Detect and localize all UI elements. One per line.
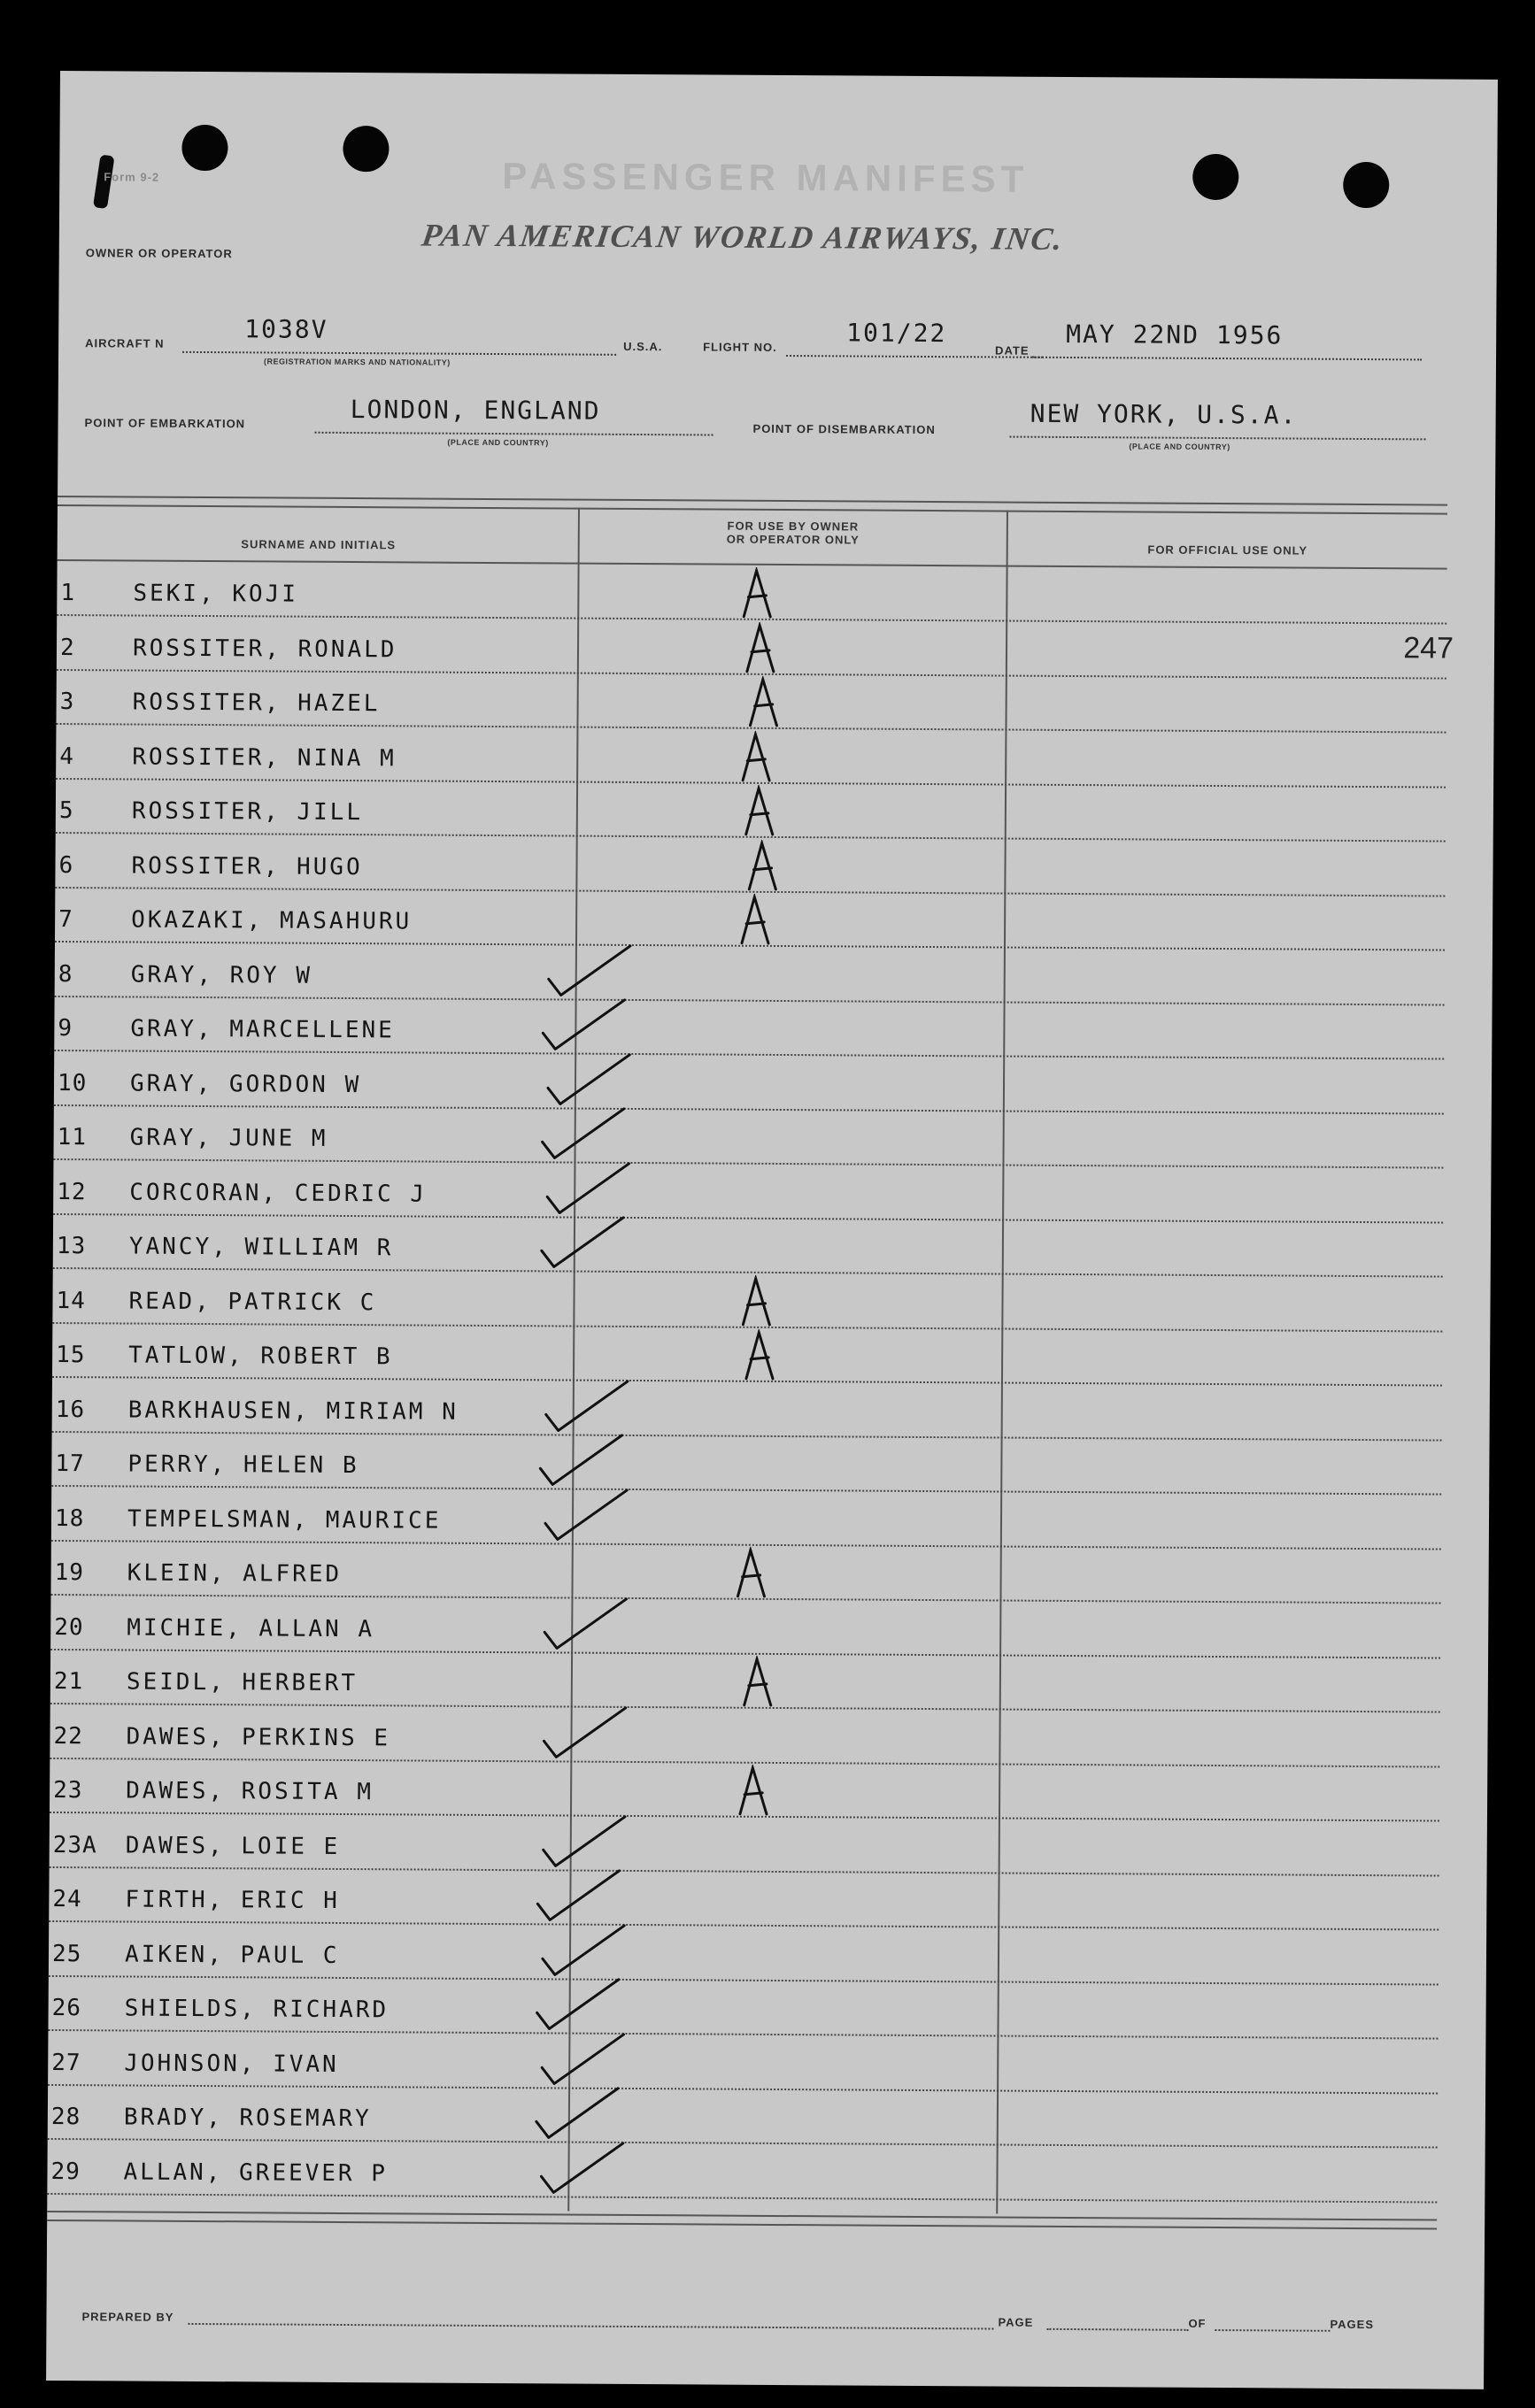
passenger-table <box>47 496 1454 2248</box>
table-row <box>52 1268 1442 1331</box>
form-title: PASSENGER MANIFEST <box>502 155 1030 200</box>
passenger-name: SHIELDS, RICHARD <box>124 1995 390 2024</box>
table-row <box>49 1867 1439 1930</box>
row-number: 2 <box>59 634 75 661</box>
aircraft-label: AIRCRAFT N <box>85 336 165 350</box>
passenger-name: YANCY, WILLIAM R <box>128 1233 394 1262</box>
embark-place-note: (PLACE AND COUNTRY) <box>447 437 549 448</box>
embark-value: LONDON, ENGLAND <box>350 395 601 426</box>
handwritten-check-mark <box>540 1700 637 1766</box>
row-number: 28 <box>50 2103 81 2131</box>
row-number: 23A <box>52 1831 97 1858</box>
pages-label: PAGES <box>1330 2317 1375 2332</box>
table-row <box>54 1050 1444 1113</box>
date-label: DATE <box>995 343 1030 358</box>
passenger-name: OKAZAKI, MASAHURU <box>131 906 413 935</box>
table-row <box>53 1105 1443 1168</box>
page-underline <box>1046 2328 1188 2331</box>
row-number: 8 <box>58 960 73 988</box>
row-number: 27 <box>51 2049 81 2076</box>
handwritten-a-mark <box>735 1765 774 1819</box>
passenger-name: DAWES, LOIE E <box>125 1831 341 1860</box>
row-number: 25 <box>51 1940 82 1967</box>
passenger-name: TEMPELSMAN, MAURICE <box>127 1504 442 1535</box>
table-row <box>50 1758 1439 1821</box>
table-row <box>50 1812 1439 1875</box>
table-row <box>48 2085 1438 2148</box>
passenger-name: FIRTH, ERIC H <box>125 1886 340 1914</box>
table-rows <box>50 561 1454 2187</box>
page-label: PAGE <box>998 2315 1034 2329</box>
disembark-label: POINT OF DISEMBARKATION <box>752 421 936 437</box>
passenger-name: SEIDL, HERBERT <box>126 1668 359 1697</box>
passenger-name: GRAY, GORDON W <box>129 1070 362 1098</box>
row-number: 24 <box>52 1885 82 1913</box>
registration-note: (REGISTRATION MARKS AND NATIONALITY) <box>263 357 451 367</box>
table-row <box>56 779 1446 842</box>
passenger-name: MICHIE, ALLAN A <box>127 1613 375 1643</box>
embark-label: POINT OF EMBARKATION <box>84 416 246 431</box>
table-top-rule <box>58 496 1447 515</box>
table-row <box>50 1650 1440 1712</box>
handwritten-a-mark <box>737 894 775 949</box>
passenger-name: TATLOW, ROBERT B <box>128 1342 393 1371</box>
company-name: PAN AMERICAN WORLD AIRWAYS, INC. <box>419 217 1067 257</box>
row-number: 23 <box>53 1776 83 1804</box>
handwritten-a-mark <box>741 785 780 840</box>
handwritten-check-mark <box>537 2135 635 2202</box>
country-label: U.S.A. <box>623 339 663 354</box>
row-number: 7 <box>58 906 73 934</box>
table-row <box>53 1159 1443 1222</box>
table-row <box>50 1541 1440 1604</box>
aircraft-underline <box>182 351 616 356</box>
table-bottom-rule <box>47 2211 1437 2230</box>
passenger-name: GRAY, JUNE M <box>129 1124 328 1152</box>
row-number: 26 <box>51 1994 82 2022</box>
row-number: 5 <box>58 797 74 825</box>
table-row <box>57 561 1446 624</box>
table-row <box>57 615 1454 678</box>
row-number: 16 <box>55 1396 86 1423</box>
table-row <box>48 1976 1438 2039</box>
manifest-sheet <box>46 71 1498 2389</box>
handwritten-check-mark <box>541 1591 638 1658</box>
row-number: 19 <box>54 1558 85 1587</box>
handwritten-a-mark <box>741 1329 780 1384</box>
passenger-name: DAWES, ROSITA M <box>126 1777 374 1806</box>
row-number: 18 <box>54 1504 85 1532</box>
passenger-name: ROSSITER, NINA M <box>132 743 397 772</box>
flight-value: 101/22 <box>846 318 947 349</box>
passenger-name: READ, PATRICK C <box>128 1287 377 1316</box>
handwritten-a-mark <box>738 567 777 622</box>
table-row <box>51 1432 1441 1495</box>
passenger-name: JOHNSON, IVAN <box>124 2049 339 2078</box>
table-row <box>55 888 1445 950</box>
passenger-name: BARKHAUSEN, MIRIAM N <box>127 1396 459 1426</box>
table-row <box>48 2030 1438 2093</box>
col-header-name: SURNAME AND INITIALS <box>241 537 397 552</box>
prepared-underline <box>188 2323 993 2330</box>
passenger-name: ROSSITER, RONALD <box>132 635 397 663</box>
table-row <box>50 1595 1440 1658</box>
handwritten-a-mark <box>742 621 781 676</box>
punch-hole <box>343 126 389 172</box>
passenger-name: ROSSITER, HAZEL <box>132 689 381 718</box>
row-number: 17 <box>55 1450 85 1478</box>
handwritten-a-mark <box>744 676 783 731</box>
row-rule <box>47 2192 1437 2203</box>
table-row <box>47 2139 1437 2202</box>
passenger-name: KLEIN, ALFRED <box>127 1559 343 1588</box>
passenger-name: GRAY, MARCELLENE <box>130 1015 395 1044</box>
handwritten-a-mark <box>732 1547 771 1602</box>
passenger-name: ROSSITER, HUGO <box>131 852 363 881</box>
table-row <box>52 1377 1442 1440</box>
official-note: 247 <box>1403 630 1454 665</box>
flight-label: FLIGHT NO. <box>703 340 777 354</box>
passenger-name: BRADY, ROSEMARY <box>123 2104 372 2133</box>
passenger-name: CORCORAN, CEDRIC J <box>129 1179 428 1208</box>
table-row <box>55 942 1445 1004</box>
disembark-place-note: (PLACE AND COUNTRY) <box>1129 442 1230 452</box>
handwritten-check-mark <box>542 1482 639 1549</box>
col-header-owner <box>580 519 1007 548</box>
row-number: 29 <box>50 2158 81 2185</box>
form-number: Form 9-2 <box>104 170 160 184</box>
row-number: 1 <box>60 580 76 607</box>
passenger-name: DAWES, PERKINS E <box>126 1722 391 1751</box>
row-number: 22 <box>53 1722 83 1750</box>
row-number: 11 <box>57 1124 88 1151</box>
punch-hole <box>1192 154 1238 200</box>
punch-hole <box>181 125 228 171</box>
aircraft-value: 1038V <box>244 314 328 344</box>
col-header-owner-line1: FOR USE BY OWNER <box>727 519 860 534</box>
table-row <box>56 724 1446 787</box>
row-number: 13 <box>56 1232 87 1260</box>
row-number: 12 <box>57 1178 87 1205</box>
row-number: 4 <box>59 742 75 770</box>
owner-label: OWNER OR OPERATOR <box>85 246 233 261</box>
row-number: 21 <box>53 1667 84 1696</box>
table-row <box>55 833 1445 896</box>
passenger-name: ALLAN, GREEVER P <box>123 2158 389 2187</box>
col-header-official: FOR OFFICIAL USE ONLY <box>1147 542 1308 558</box>
of-label: OF <box>1188 2316 1207 2330</box>
embark-underline <box>315 432 714 436</box>
punch-hole <box>1343 162 1389 208</box>
row-number: 20 <box>54 1613 84 1641</box>
handwritten-a-mark <box>739 1656 778 1711</box>
prepared-label: PREPARED BY <box>81 2310 174 2324</box>
table-row <box>51 1486 1441 1549</box>
passenger-name: GRAY, ROY W <box>130 961 313 989</box>
table-row <box>52 1323 1442 1386</box>
passenger-name: AIKEN, PAUL C <box>124 1940 340 1969</box>
row-number: 3 <box>59 689 75 716</box>
table-row <box>49 1921 1439 1984</box>
table-row <box>54 996 1444 1059</box>
row-number: 10 <box>57 1069 88 1096</box>
of-underline <box>1215 2329 1330 2332</box>
table-row <box>56 670 1446 733</box>
date-underline <box>1032 357 1422 361</box>
disembark-underline <box>1009 436 1425 441</box>
date-value: MAY 22ND 1956 <box>1066 319 1284 350</box>
table-row <box>53 1214 1443 1277</box>
row-number: 6 <box>58 851 74 879</box>
col-header-owner-line2: OR OPERATOR ONLY <box>726 532 860 547</box>
passenger-name: SEKI, KOJI <box>133 580 299 608</box>
row-number: 9 <box>58 1015 73 1042</box>
row-number: 14 <box>56 1287 86 1314</box>
passenger-name: PERRY, HELEN B <box>127 1450 359 1480</box>
passenger-name: ROSSITER, JILL <box>131 797 364 827</box>
handwritten-a-mark <box>737 730 776 785</box>
disembark-value: NEW YORK, U.S.A. <box>1030 398 1298 430</box>
table-row <box>50 1704 1439 1766</box>
handwritten-a-mark <box>737 1274 776 1329</box>
handwritten-check-mark <box>538 1210 636 1276</box>
handwritten-a-mark <box>744 839 783 894</box>
row-number: 15 <box>56 1341 86 1369</box>
